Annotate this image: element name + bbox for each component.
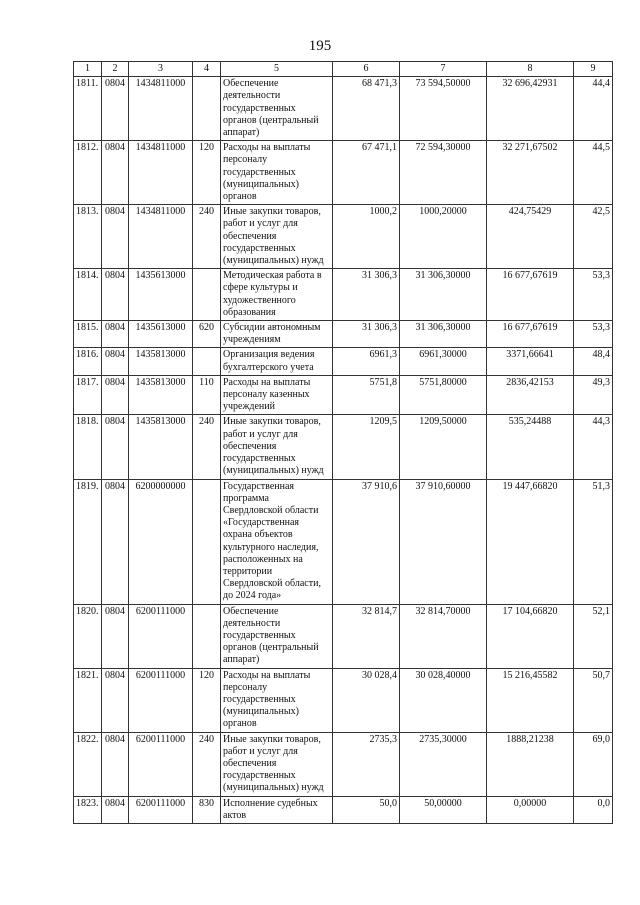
column-header: 6 — [333, 62, 400, 77]
section-code-cell: 0804 — [102, 796, 129, 823]
approved-amount-cell: 1000,2 — [333, 205, 400, 269]
revised-amount-cell: 37 910,60000 — [400, 479, 487, 604]
row-number-cell: 1815. — [74, 321, 102, 348]
table-row — [74, 796, 613, 823]
revised-amount-cell: 1000,20000 — [400, 205, 487, 269]
expense-type-cell: 110 — [193, 375, 221, 415]
expense-type-cell — [193, 604, 221, 668]
description-cell: Расходы на выплаты персоналу казенных учреждений — [221, 375, 333, 415]
section-code-cell: 0804 — [102, 141, 129, 205]
table-row — [74, 375, 613, 415]
target-article-cell: 6200000000 — [129, 479, 193, 604]
row-number-cell: 1818. — [74, 415, 102, 479]
column-header: 5 — [221, 62, 333, 77]
revised-amount-cell: 5751,80000 — [400, 375, 487, 415]
percent-cell: 50,7 — [574, 668, 613, 732]
description-cell: Иные закупки товаров, работ и услуг для обеспечения государственных (муниципальных) нужд — [221, 205, 333, 269]
expense-type-cell: 240 — [193, 732, 221, 796]
percent-cell: 44,4 — [574, 77, 613, 141]
column-header: 1 — [74, 62, 102, 77]
target-article-cell: 6200111000 — [129, 668, 193, 732]
executed-amount-cell: 16 677,67619 — [487, 269, 574, 321]
description-cell: Методическая работа в сфере культуры и художественного образования — [221, 269, 333, 321]
approved-amount-cell: 68 471,3 — [333, 77, 400, 141]
percent-cell: 49,3 — [574, 375, 613, 415]
target-article-cell: 6200111000 — [129, 604, 193, 668]
approved-amount-cell: 50,0 — [333, 796, 400, 823]
row-number-cell: 1822. — [74, 732, 102, 796]
expense-type-cell — [193, 77, 221, 141]
executed-amount-cell: 3371,66641 — [487, 348, 574, 375]
row-number-cell: 1811. — [74, 77, 102, 141]
revised-amount-cell: 31 306,30000 — [400, 269, 487, 321]
table-row — [74, 141, 613, 205]
section-code-cell: 0804 — [102, 321, 129, 348]
revised-amount-cell: 73 594,50000 — [400, 77, 487, 141]
header-row — [74, 62, 613, 77]
expense-type-cell: 120 — [193, 668, 221, 732]
revised-amount-cell: 6961,30000 — [400, 348, 487, 375]
row-number-cell: 1812. — [74, 141, 102, 205]
section-code-cell: 0804 — [102, 604, 129, 668]
table-row — [74, 732, 613, 796]
percent-cell: 0,0 — [574, 796, 613, 823]
approved-amount-cell: 5751,8 — [333, 375, 400, 415]
table-row — [74, 321, 613, 348]
revised-amount-cell: 1209,50000 — [400, 415, 487, 479]
description-cell: Организация ведения бухгалтерского учета — [221, 348, 333, 375]
approved-amount-cell: 32 814,7 — [333, 604, 400, 668]
column-header: 8 — [487, 62, 574, 77]
description-cell: Обеспечение деятельности государственных органов (центральный аппарат) — [221, 604, 333, 668]
description-cell: Государственная программа Свердловской области «Государственная охрана объектов культурного наследия, расположенных на территории Свердловской области, до 2024 года» — [221, 479, 333, 604]
percent-cell: 51,3 — [574, 479, 613, 604]
budget-table — [73, 61, 613, 824]
target-article-cell: 1434811000 — [129, 205, 193, 269]
revised-amount-cell: 31 306,30000 — [400, 321, 487, 348]
table-row — [74, 668, 613, 732]
description-cell: Иные закупки товаров, работ и услуг для обеспечения государственных (муниципальных) нужд — [221, 732, 333, 796]
description-cell: Расходы на выплаты персоналу государственных (муниципальных) органов — [221, 668, 333, 732]
executed-amount-cell: 2836,42153 — [487, 375, 574, 415]
description-cell: Субсидии автономным учреждениям — [221, 321, 333, 348]
expense-type-cell: 240 — [193, 415, 221, 479]
description-cell: Расходы на выплаты персоналу государственных (муниципальных) органов — [221, 141, 333, 205]
column-header: 7 — [400, 62, 487, 77]
table-row — [74, 348, 613, 375]
table-row — [74, 479, 613, 604]
row-number-cell: 1814. — [74, 269, 102, 321]
revised-amount-cell: 32 814,70000 — [400, 604, 487, 668]
table-row — [74, 415, 613, 479]
executed-amount-cell: 535,24488 — [487, 415, 574, 479]
percent-cell: 44,5 — [574, 141, 613, 205]
row-number-cell: 1816. — [74, 348, 102, 375]
percent-cell: 69,0 — [574, 732, 613, 796]
approved-amount-cell: 37 910,6 — [333, 479, 400, 604]
column-header: 3 — [129, 62, 193, 77]
executed-amount-cell: 424,75429 — [487, 205, 574, 269]
expense-type-cell — [193, 269, 221, 321]
table-row — [74, 269, 613, 321]
table-row — [74, 77, 613, 141]
column-header: 9 — [574, 62, 613, 77]
executed-amount-cell: 16 677,67619 — [487, 321, 574, 348]
approved-amount-cell: 1209,5 — [333, 415, 400, 479]
column-header: 2 — [102, 62, 129, 77]
section-code-cell: 0804 — [102, 348, 129, 375]
revised-amount-cell: 2735,30000 — [400, 732, 487, 796]
row-number-cell: 1823. — [74, 796, 102, 823]
row-number-cell: 1819. — [74, 479, 102, 604]
section-code-cell: 0804 — [102, 415, 129, 479]
column-header: 4 — [193, 62, 221, 77]
section-code-cell: 0804 — [102, 77, 129, 141]
expense-type-cell — [193, 348, 221, 375]
target-article-cell: 1435813000 — [129, 348, 193, 375]
expense-type-cell: 240 — [193, 205, 221, 269]
section-code-cell: 0804 — [102, 375, 129, 415]
target-article-cell: 6200111000 — [129, 732, 193, 796]
expense-type-cell: 830 — [193, 796, 221, 823]
section-code-cell: 0804 — [102, 668, 129, 732]
row-number-cell: 1817. — [74, 375, 102, 415]
percent-cell: 53,3 — [574, 269, 613, 321]
section-code-cell: 0804 — [102, 732, 129, 796]
executed-amount-cell: 19 447,66820 — [487, 479, 574, 604]
approved-amount-cell: 6961,3 — [333, 348, 400, 375]
approved-amount-cell: 67 471,1 — [333, 141, 400, 205]
expense-type-cell — [193, 479, 221, 604]
revised-amount-cell: 72 594,30000 — [400, 141, 487, 205]
executed-amount-cell: 15 216,45582 — [487, 668, 574, 732]
percent-cell: 48,4 — [574, 348, 613, 375]
row-number-cell: 1821. — [74, 668, 102, 732]
percent-cell: 53,3 — [574, 321, 613, 348]
target-article-cell: 1435813000 — [129, 375, 193, 415]
revised-amount-cell: 50,00000 — [400, 796, 487, 823]
approved-amount-cell: 30 028,4 — [333, 668, 400, 732]
target-article-cell: 1435613000 — [129, 321, 193, 348]
section-code-cell: 0804 — [102, 205, 129, 269]
executed-amount-cell: 0,00000 — [487, 796, 574, 823]
target-article-cell: 1435613000 — [129, 269, 193, 321]
target-article-cell: 1434811000 — [129, 77, 193, 141]
description-cell: Иные закупки товаров, работ и услуг для обеспечения государственных (муниципальных) нужд — [221, 415, 333, 479]
approved-amount-cell: 2735,3 — [333, 732, 400, 796]
table-row — [74, 604, 613, 668]
expense-type-cell: 120 — [193, 141, 221, 205]
page-number: 195 — [308, 38, 332, 54]
section-code-cell: 0804 — [102, 479, 129, 604]
description-cell: Обеспечение деятельности государственных органов (центральный аппарат) — [221, 77, 333, 141]
executed-amount-cell: 32 271,67502 — [487, 141, 574, 205]
table-row — [74, 205, 613, 269]
executed-amount-cell: 1888,21238 — [487, 732, 574, 796]
percent-cell: 44,3 — [574, 415, 613, 479]
expense-type-cell: 620 — [193, 321, 221, 348]
table-body — [74, 77, 613, 824]
target-article-cell: 6200111000 — [129, 796, 193, 823]
approved-amount-cell: 31 306,3 — [333, 269, 400, 321]
section-code-cell: 0804 — [102, 269, 129, 321]
percent-cell: 52,1 — [574, 604, 613, 668]
row-number-cell: 1813. — [74, 205, 102, 269]
target-article-cell: 1434811000 — [129, 141, 193, 205]
target-article-cell: 1435813000 — [129, 415, 193, 479]
revised-amount-cell: 30 028,40000 — [400, 668, 487, 732]
row-number-cell: 1820. — [74, 604, 102, 668]
approved-amount-cell: 31 306,3 — [333, 321, 400, 348]
percent-cell: 42,5 — [574, 205, 613, 269]
executed-amount-cell: 32 696,42931 — [487, 77, 574, 141]
executed-amount-cell: 17 104,66820 — [487, 604, 574, 668]
description-cell: Исполнение судебных актов — [221, 796, 333, 823]
